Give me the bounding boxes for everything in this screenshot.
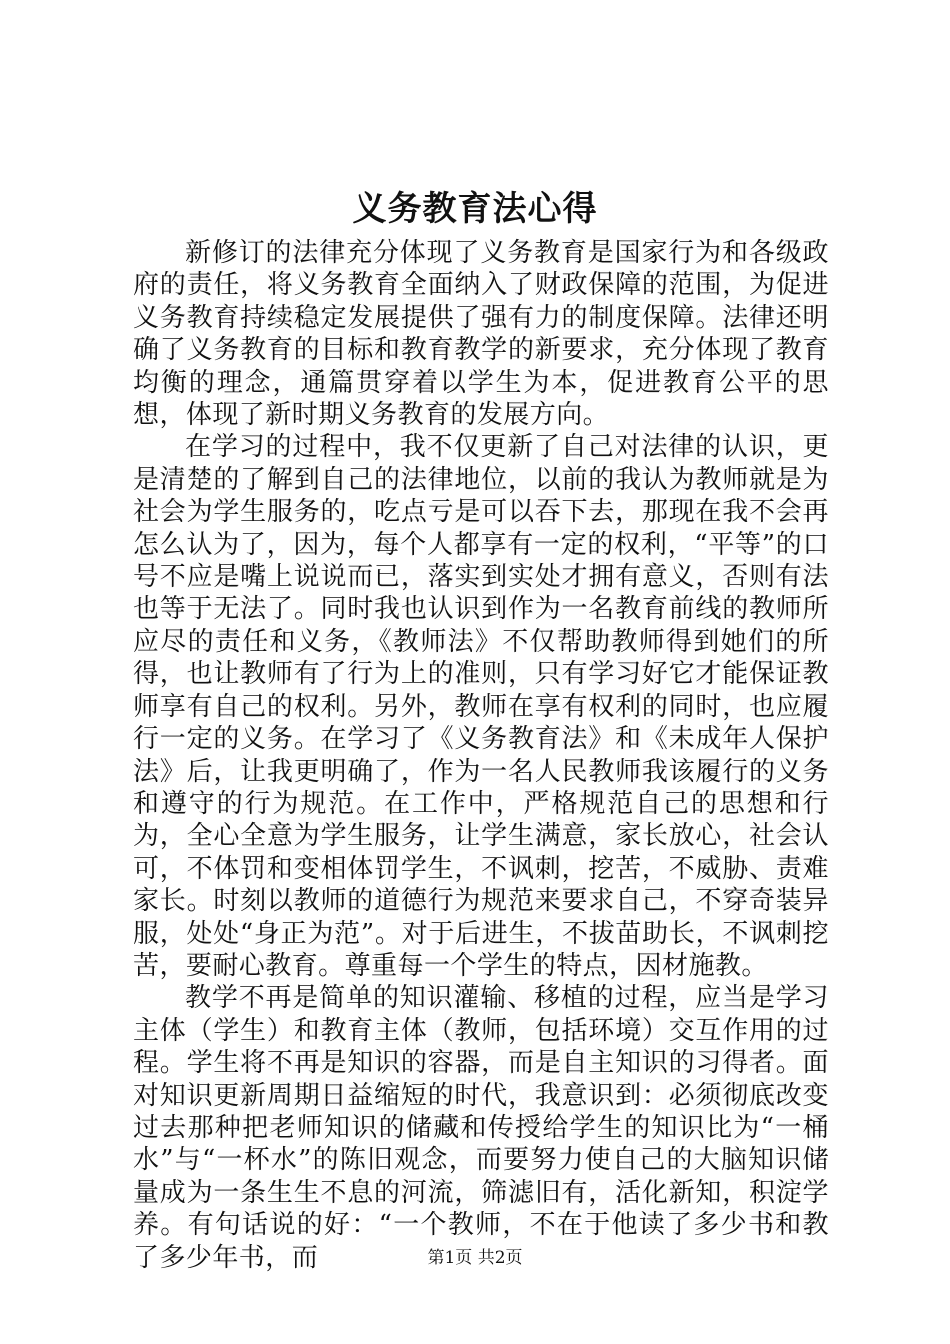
paragraph-1: 新修订的法律充分体现了义务教育是国家行为和各级政府的责任，将义务教育全面纳入了财政保障的范围，为促进义务教育持续稳定发展提供了强有力的制度保障。法律还明确了义务教育的目标和教育教学的新要求，充分体现了教育均衡的理念，通篇贯穿着以学生为本，促进教育公平的思想，体现了新时期义务教育的发展方向。 (133, 238, 829, 431)
document-body (133, 237, 829, 1274)
page-footer (0, 1246, 950, 1270)
document-title: 义务教育法心得 (352, 189, 598, 229)
paragraph-2: 在学习的过程中，我不仅更新了自己对法律的认识，更是清楚的了解到自己的法律地位，以前的我认为教师就是为社会为学生服务的，吃点亏是可以吞下去，那现在我不会再怎么认为了，因为，每个人都享有一定的权利，“平等”的口号不应是嘴上说说而已，落实到实处才拥有意义，否则有法也等于无法了。同时我也认识到作为一名教育前线的教师所应尽的责任和义务，《教师法》不仅帮助教师得到她们的所得，也让教师有了行为上的准则，只有学习好它才能保证教师享有自己的权利。另外，教师在享有权利的同时，也应履行一定的义务。在学习了《义务教育法》和《未成年人保护法》后，让我更明确了，作为一名人民教师我该履行的义务和遵守的行为规范。在工作中，严格规范自己的思想和行为，全心全意为学生服务，让学生满意，家长放心，社会认可，不体罚和变相体罚学生，不讽刺，挖苦，不威胁、责难家长。时刻以教师的道德行为规范来要求自己，不穿奇装异服，处处“身正为范”。对于后进生，不拔苗助长，不讽刺挖苦，要耐心教育。尊重每一个学生的特点，因材施教。 (133, 432, 829, 981)
page-indicator: 第1页 共2页 (427, 1248, 523, 1268)
paragraph-3: 教学不再是简单的知识灌输、移植的过程，应当是学习主体（学生）和教育主体（教师，包括环境）交互作用的过程。学生将不再是知识的容器，而是自主知识的习得者。面对知识更新周期日益缩短的时代，我意识到：必须彻底改变过去那种把老师知识的储藏和传授给学生的知识比为“一桶水”与“一杯水”的陈旧观念，而要努力使自己的大脑知识储量成为一条生生不息的河流，筛滤旧有，活化新知，积淀学养。有句话说的好：“一个教师，不在于他读了多少书和教了多少年书，而 (133, 983, 829, 1273)
